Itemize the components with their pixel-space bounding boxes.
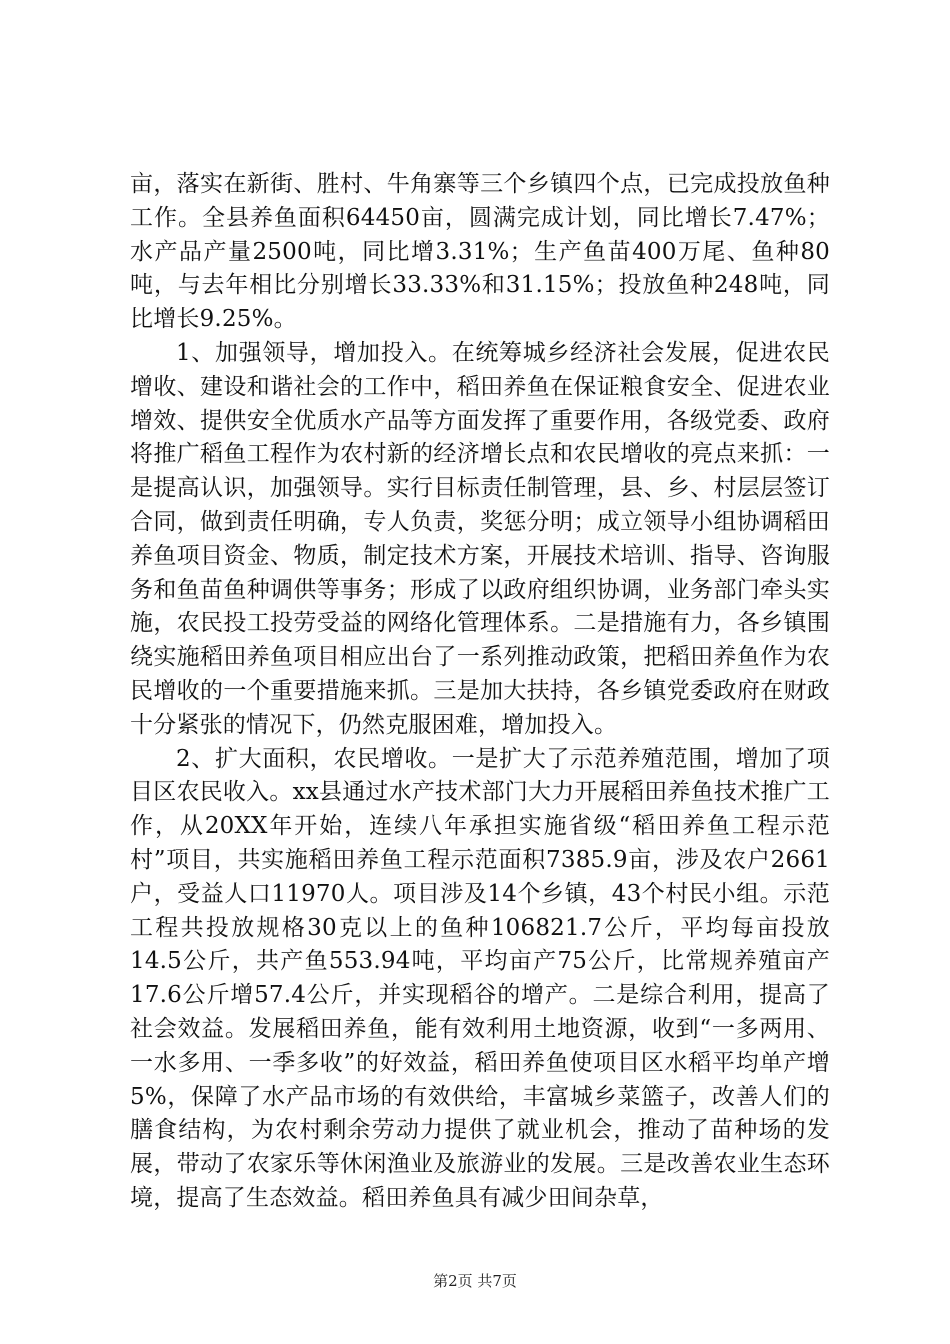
page-footer: 第2页 共7页 [433,1272,517,1290]
body-text [130,168,830,1216]
paragraph-2: 1、加强领导，增加投入。在统筹城乡经济社会发展，促进农民增收、建设和谐社会的工作中，稻田养鱼在保证粮食安全、促进农业增效、提供安全优质水产品等方面发挥了重要作用，各级党委、政府将推广稻鱼工程作为农村新的经济增长点和农民增收的亮点来抓：一是提高认识，加强领导。实行目标责任制管理，县、乡、村层层签订合同，做到责任明确，专人负责，奖惩分明；成立领导小组协调稻田养鱼项目资金、物质，制定技术方案，开展技术培训、指导、咨询服务和鱼苗鱼种调供等事务；形成了以政府组织协调，业务部门牵头实施，农民投工投劳受益的网络化管理体系。二是措施有力，各乡镇围绕实施稻田养鱼项目相应出台了一系列推动政策，把稻田养鱼作为农民增收的一个重要措施来抓。三是加大扶持，各乡镇党委政府在财政十分紧张的情况下，仍然克服困难，增加投入。 [130,339,830,738]
paragraph-1: 亩，落实在新街、胜村、牛角寨等三个乡镇四个点，已完成投放鱼种工作。全县养鱼面积64450亩，圆满完成计划，同比增长7.47%；水产品产量2500吨，同比增3.31%；生产鱼苗400万尾、鱼种80吨，与去年相比分别增长33.33%和31.15%；投放鱼种248吨，同比增长9.25%。 [130,171,830,333]
paragraph-3: 2、扩大面积，农民增收。一是扩大了示范养殖范围，增加了项目区农民收入。xx县通过水产技术部门大力开展稻田养鱼技术推广工作，从20XX年开始，连续八年承担实施省级“稻田养鱼工程示范村”项目，共实施稻田养鱼工程示范面积7385.9亩，涉及农户2661户，受益人口11970人。项目涉及14个乡镇，43个村民小组。示范工程共投放规格30克以上的鱼种106821.7公斤，平均每亩投放14.5公斤，共产鱼553.94吨，平均亩产75公斤，比常规养殖亩产17.6公斤增57.4公斤，并实现稻谷的增产。二是综合利用，提高了社会效益。发展稻田养鱼，能有效利用土地资源，收到“一多两用、一水多用、一季多收”的好效益，稻田养鱼使项目区水稻平均单产增5%，保障了水产品市场的有效供给，丰富城乡菜篮子，改善人们的膳食结构，为农村剩余劳动力提供了就业机会，推动了苗种场的发展，带动了农家乐等休闲渔业及旅游业的发展。三是改善农业生态环境，提高了生态效益。稻田养鱼具有减少田间杂草， [130,745,830,1211]
